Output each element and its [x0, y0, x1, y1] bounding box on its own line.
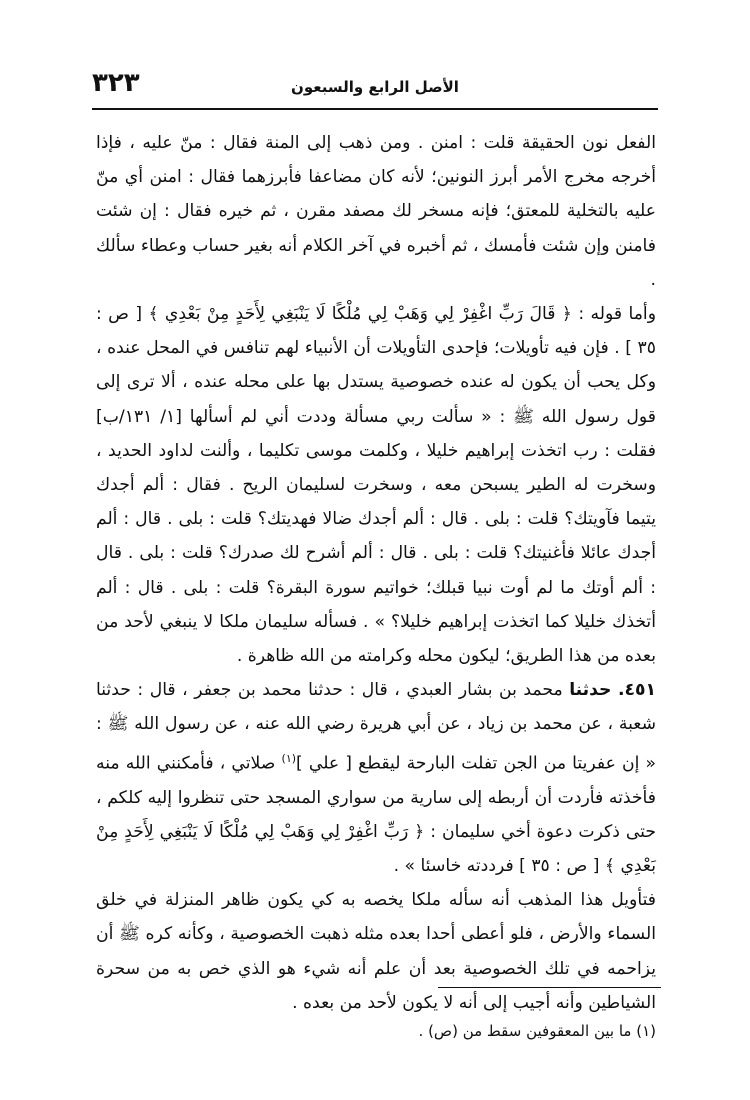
hadith-matn-text: صلاتي ، فأمكنني الله منه فأخذته فأردت أن أربطه إلى سارية من سواري المسجد حتى تنظروا إليه كلكم ، حتى ذكرت دعوة أخي سليمان : ﴿ رَبِّ اغْفِرْ لِي وَهَبْ لِي مُلْكًا لَا يَنْبَغِي لِأَحَدٍ مِنْ بَعْدِي ﴾ [ ص : ٣٥ ] فرددته خاسئا » .: [96, 753, 656, 876]
paragraph-1: الفعل نون الحقيقة قلت : امنن . ومن ذهب إلى المنة فقال : منّ عليه ، فإذا أخرجه مخرج الأمر أبرز النونين؛ لأنه كان مضاعفا فأبرزهما فقال : امنن أي منّ عليه بالتخلية للمعتق؛ فإنه مسخر لك مصفد مقرن ، ثم خيره فقال : إن شئت فامنن وإن شئت فأمسك ، ثم أخبره في آخر الكلام أنه بغير حساب وعطاء سألك .: [96, 133, 656, 290]
hadith-number: ٤٥١.: [617, 680, 656, 701]
footnote-divider: [438, 987, 661, 988]
haddathana-word: حدثنا: [569, 680, 612, 701]
running-title: الأصل الرابع والسبعون: [291, 78, 459, 96]
footnote-1: [96, 1022, 656, 1040]
main-text: [96, 126, 656, 1020]
paragraph-4: فتأويل هذا المذهب أنه سأله ملكا يخصه به كي يكون ظاهر المنزلة في خلق السماء والأرض ، فلو أعطى أحدا بعده مثله ذهبت الخصوصية ، وكأنه كره ﷺ أن يزاحمه في تلك الخصوصية بعد أن علم أنه شيء هو الذي خص به من سحرة الشياطين وأنه أجيب إلى أنه لا يكون لأحد من بعده .: [96, 890, 656, 1013]
header-divider: [92, 108, 658, 110]
footnote-marker: (١): [636, 1022, 656, 1040]
footnote-text: ما بين المعقوفين سقط من (ص) .: [418, 1022, 632, 1040]
page-number: ٣٢٣: [92, 68, 140, 98]
paragraph-2: وأما قوله : ﴿ قَالَ رَبِّ اغْفِرْ لِي وَهَبْ لِي مُلْكًا لَا يَنْبَغِي لِأَحَدٍ مِنْ بَعْدِي ﴾ [ ص : ٣٥ ] . فإن فيه تأويلات؛ فإحدى التأويلات أن الأنبياء لهم تنافس في المحل عنده ، وكل يحب أن يكون له عنده خصوصية يستدل بها على محله عنده ، ألا ترى إلى قول رسول الله ﷺ : « سألت ربي مسألة وددت أني لم أسألها [١/ ١٣١/ب] فقلت : رب اتخذت إبراهيم خليلا ، وكلمت موسى تكليما ، وألنت لداود الحديد ، وسخرت له الطير يسبحن معه ، وسخرت لسليمان الريح . فقال : ألم أجدك يتيما فآويتك؟ قلت : بلى . قال : ألم أجدك ضالا فهديتك؟ قلت : بلى . قال : ألم أجدك عائلا فأغنيتك؟ قلت : بلى . قال : ألم أشرح لك صدرك؟ قلت : بلى . قال : ألم أوتك ما لم أوت نبيا قبلك؛ خواتيم سورة البقرة؟ قلت : بلى . قال : ألم أتخذك خليلا كما اتخذت إبراهيم خليلا؟ » . فسأله سليمان ملكا لا ينبغي لأحد من بعده من هذا الطريق؛ ليكون محله وكرامته من الله ظاهرة .: [96, 304, 656, 667]
footnote-reference: (١): [281, 751, 297, 765]
hadith-isnad-text: محمد بن بشار العبدي ، قال : حدثنا محمد بن جعفر ، قال : حدثنا شعبة ، عن محمد بن زياد ، عن أبي هريرة رضي الله عنه ، عن رسول الله ﷺ : « إن عفريتا من الجن تفلت البارحة ليقطع [ علي ]: [96, 680, 656, 774]
hadith-451: [96, 673, 656, 883]
page-header: [92, 66, 658, 106]
